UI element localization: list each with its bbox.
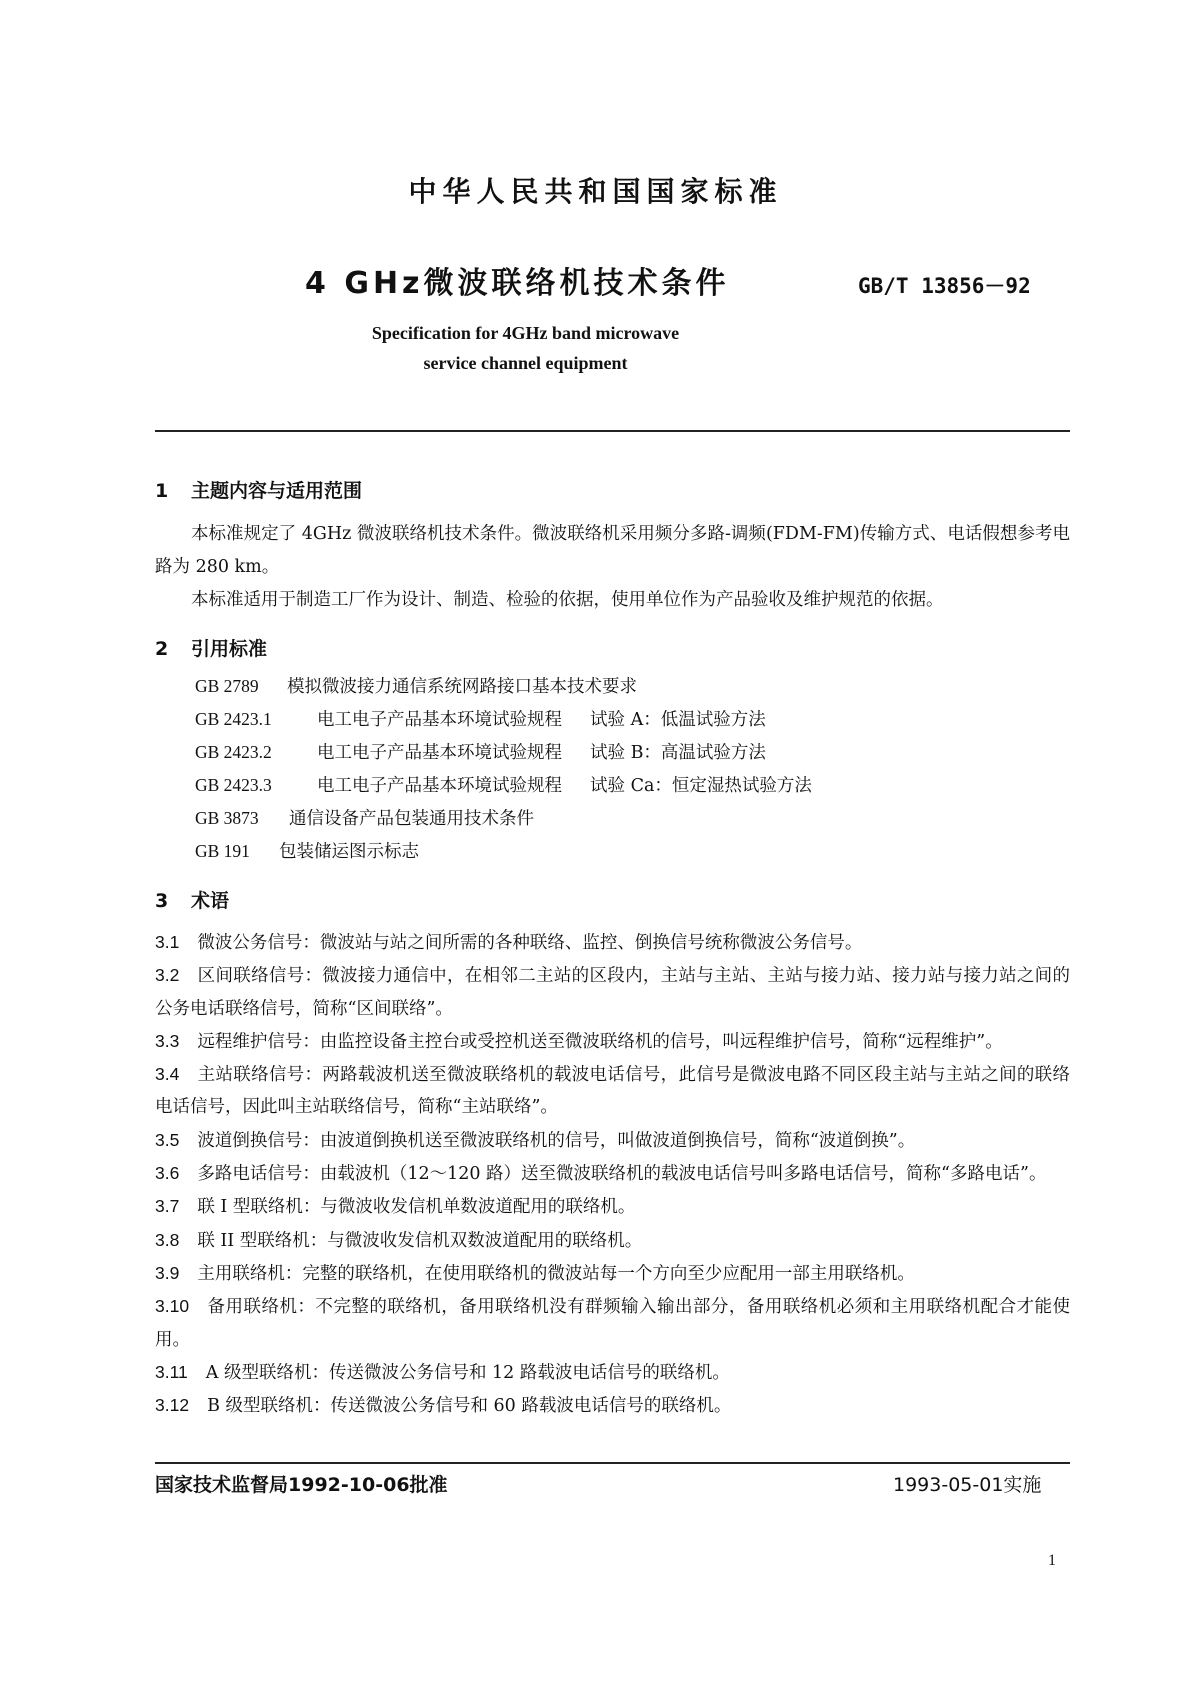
reference-title: 通信设备产品包装通用技术条件: [289, 809, 534, 829]
term-text: 多路电话信号：由载波机（12～120 路）送至微波联络机的载波电话信号叫多路电话信号，简称“多路电话”。: [197, 1164, 1047, 1185]
national-standard-heading: 中华人民共和国国家标准: [408, 175, 783, 208]
title-chinese: 4 GHz微波联络机技术条件: [305, 266, 730, 301]
term-item: [155, 1190, 1070, 1223]
term-text: B 级型联络机：传送微波公务信号和 60 路载波电话信号的联络机。: [207, 1396, 732, 1417]
page-number: 1: [1048, 1552, 1056, 1569]
section-1-paragraph-2: 本标准适用于制造工厂作为设计、制造、检验的依据，使用单位作为产品验收及维护规范的依据。: [191, 590, 944, 610]
reference-item: [195, 670, 812, 703]
term-number: 3.8: [155, 1229, 180, 1250]
reference-title: 电工电子产品基本环境试验规程: [317, 710, 562, 730]
footer-divider: [155, 1462, 1070, 1464]
term-item: [155, 959, 1070, 1025]
term-number: 3.9: [155, 1262, 180, 1283]
reference-title: 电工电子产品基本环境试验规程: [317, 776, 562, 796]
term-text: 备用联络机：不完整的联络机，备用联络机没有群频输入输出部分，备用联络机必须和主用联络机配合才能使用。: [155, 1297, 1070, 1350]
section-number: 1: [155, 480, 169, 502]
term-item: [155, 1157, 1070, 1190]
section-2-heading: [155, 634, 267, 661]
title-english: [0, 318, 1051, 378]
reference-item: [195, 769, 812, 802]
reference-code: GB 2423.3: [195, 775, 272, 795]
section-number: 3: [155, 890, 169, 912]
term-item: [155, 1058, 1070, 1124]
reference-list: [195, 670, 812, 868]
term-text: 微波公务信号：微波站与站之间所需的各种联络、监控、倒换信号统称微波公务信号。: [197, 933, 863, 953]
section-1-paragraph-1: 本标准规定了 4GHz 微波联络机技术条件。微波联络机采用频分多路-调频(FDM-FM)传输方式、电话假想参考电路为 280 km。: [155, 524, 1070, 577]
term-item: [155, 1290, 1070, 1356]
reference-code: GB 3873: [195, 808, 259, 828]
term-number: 3.3: [155, 1030, 180, 1051]
term-item: [155, 1025, 1070, 1058]
reference-item: [195, 736, 812, 769]
term-item: [155, 926, 1070, 959]
reference-title: 包装储运图示标志: [279, 842, 419, 862]
approval-date: 国家技术监督局1992-10-06批准: [155, 1474, 448, 1496]
reference-code: GB 2789: [195, 676, 259, 696]
reference-test: 试验 B：高温试验方法: [590, 743, 766, 763]
term-number: 3.5: [155, 1129, 180, 1150]
term-text: A 级型联络机：传送微波公务信号和 12 路载波电话信号的联络机。: [205, 1362, 730, 1383]
title-english-line-2: service channel equipment: [423, 353, 628, 373]
standard-number: GB/T 13856－92: [858, 274, 1031, 298]
term-number: 3.10: [155, 1296, 190, 1317]
section-title: 术语: [191, 890, 230, 912]
term-item: [155, 1356, 1070, 1389]
term-number: 3.6: [155, 1163, 180, 1184]
term-text: 区间联络信号：微波接力通信中，在相邻二主站的区段内，主站与主站、主站与接力站、接力站与接力站之间的公务电话联络信号，简称“区间联络”。: [155, 966, 1070, 1019]
term-item: [155, 1124, 1070, 1157]
reference-item: [195, 703, 812, 736]
term-text: 波道倒换信号：由波道倒换机送至微波联络机的信号，叫做波道倒换信号，简称“波道倒换”。: [197, 1130, 916, 1151]
term-text: 联 II 型联络机：与微波收发信机双数波道配用的联络机。: [197, 1230, 643, 1251]
section-1-heading: [155, 476, 362, 503]
term-text: 联 I 型联络机：与微波收发信机单数波道配用的联络机。: [197, 1197, 636, 1218]
section-title: 主题内容与适用范围: [191, 480, 363, 502]
reference-code: GB 2423.1: [195, 709, 272, 729]
implementation-date: 1993-05-01实施: [893, 1474, 1042, 1496]
header-divider: [155, 430, 1070, 432]
section-number: 2: [155, 638, 169, 660]
reference-item: [195, 802, 812, 835]
reference-title: 模拟微波接力通信系统网路接口基本技术要求: [287, 677, 637, 697]
term-item: [155, 1257, 1070, 1290]
section-3-heading: [155, 886, 229, 913]
reference-item: [195, 835, 812, 868]
term-number: 3.2: [155, 965, 180, 986]
term-text: 远程维护信号：由监控设备主控台或受控机送至微波联络机的信号，叫远程维护信号，简称“远程维护”。: [197, 1031, 1003, 1052]
term-text: 主站联络信号：两路载波机送至微波联络机的载波电话信号，此信号是微波电路不同区段主站与主站之间的联络电话信号，因此叫主站联络信号，简称“主站联络”。: [155, 1065, 1070, 1118]
term-number: 3.11: [155, 1361, 188, 1382]
reference-code: GB 191: [195, 841, 250, 861]
term-number: 3.1: [155, 932, 180, 952]
reference-test: 试验 Ca：恒定湿热试验方法: [590, 776, 812, 796]
reference-title: 电工电子产品基本环境试验规程: [317, 743, 562, 763]
term-number: 3.4: [155, 1064, 180, 1085]
term-item: [155, 1224, 1070, 1257]
term-text: 主用联络机：完整的联络机，在使用联络机的微波站每一个方向至少应配用一部主用联络机。: [197, 1263, 915, 1284]
term-number: 3.12: [155, 1395, 190, 1416]
section-title: 引用标准: [191, 638, 268, 660]
reference-code: GB 2423.2: [195, 742, 272, 762]
term-number: 3.7: [155, 1196, 180, 1217]
term-item: [155, 1389, 1070, 1422]
title-english-line-1: Specification for 4GHz band microwave: [371, 323, 680, 343]
reference-test: 试验 A：低温试验方法: [590, 710, 766, 730]
terms-list: [155, 926, 1070, 1422]
